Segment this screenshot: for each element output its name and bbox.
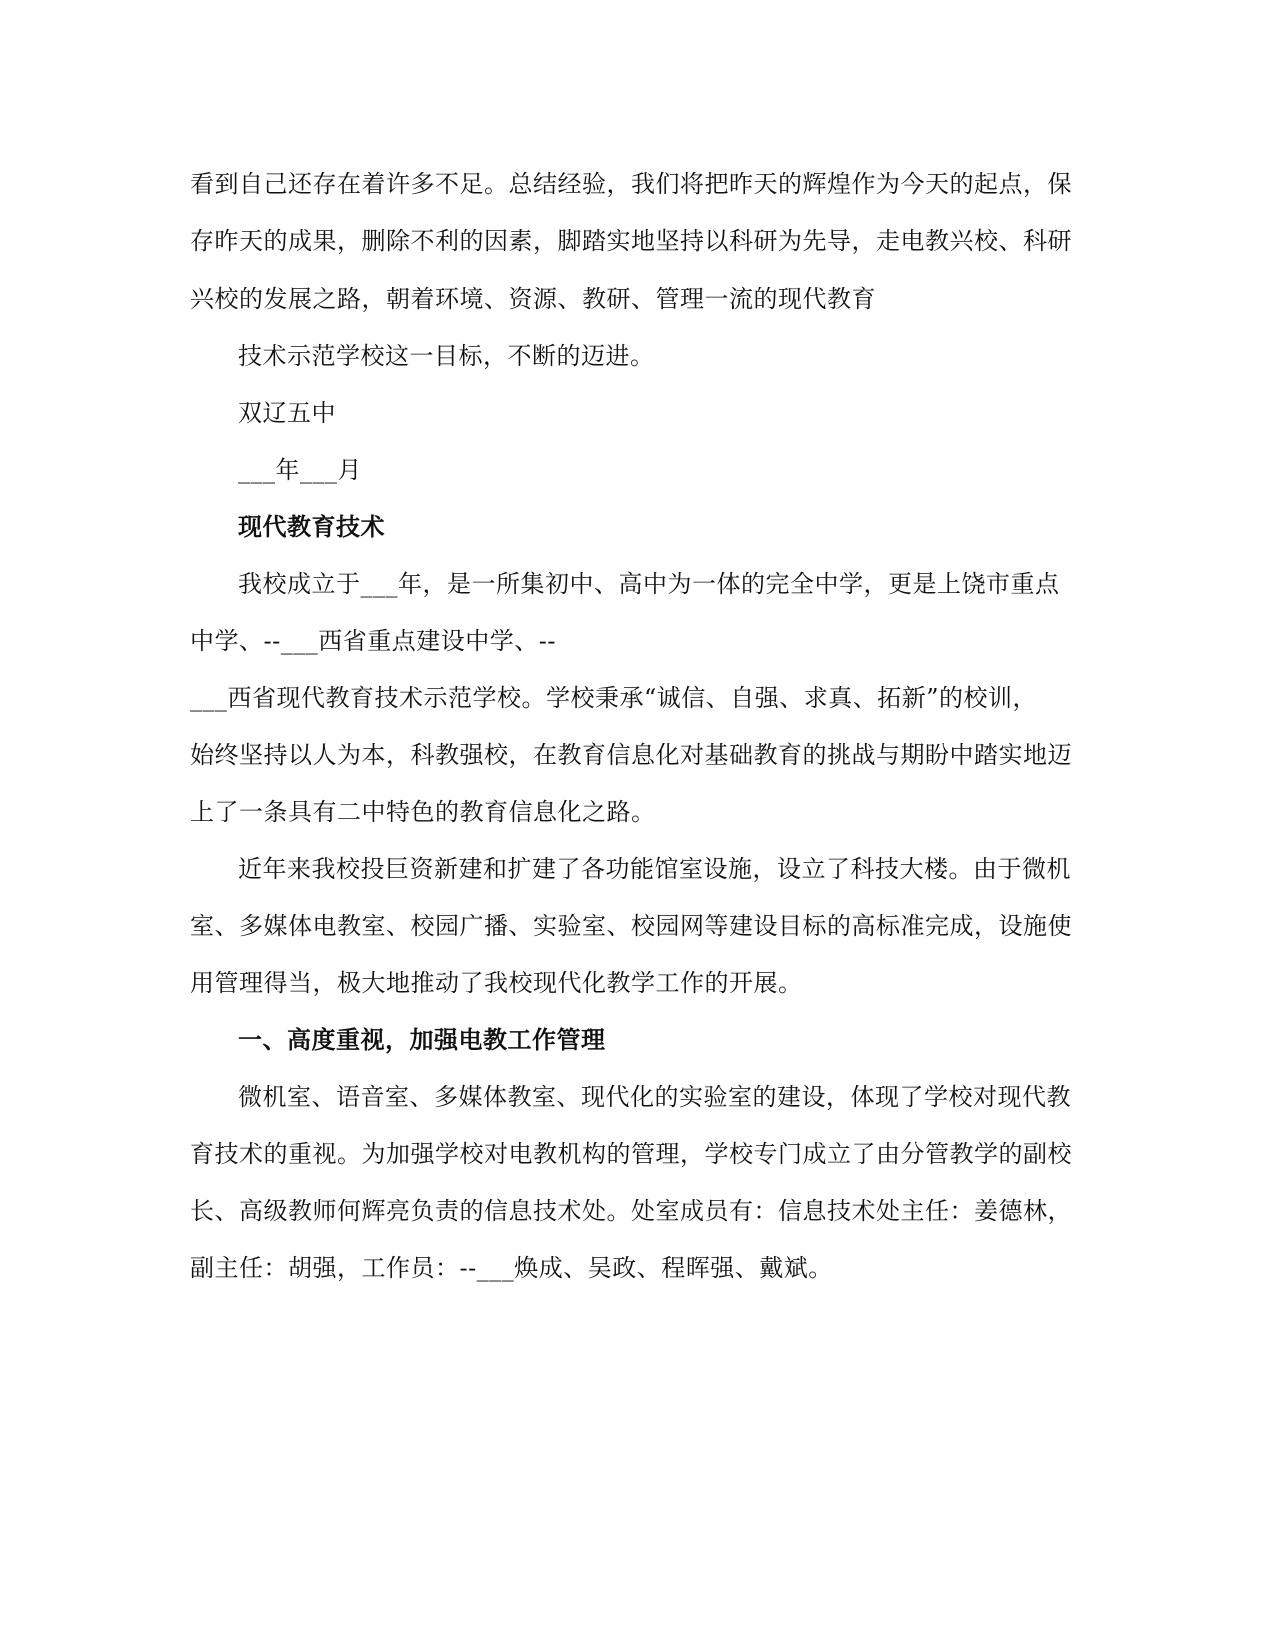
paragraph-line: 微机室、语音室、多媒体教室、现代化的实验室的建设，体现了学校对现代教 xyxy=(238,1083,1071,1111)
paragraph-line: 副主任：胡强，工作员：--___焕成、吴政、程晖强、戴斌。 xyxy=(190,1254,833,1282)
signature-date: ___年___月 xyxy=(238,456,362,484)
paragraph-line: 看到自己还存在着许多不足。总结经验，我们将把昨天的辉煌作为今天的起点，保 xyxy=(190,170,1072,198)
paragraph-line: 上了一条具有二中特色的教育信息化之路。 xyxy=(190,798,656,826)
paragraph-line: 育技术的重视。为加强学校对电教机构的管理，学校专门成立了由分管教学的副校 xyxy=(190,1140,1072,1168)
paragraph-line: ___西省现代教育技术示范学校。学校秉承“诚信、自强、求真、拓新”的校训， xyxy=(190,684,1038,712)
paragraph-line: 兴校的发展之路，朝着环境、资源、教研、管理一流的现代教育 xyxy=(190,285,876,313)
paragraph-line: 近年来我校投巨资新建和扩建了各功能馆室设施，设立了科技大楼。由于微机 xyxy=(238,855,1071,883)
paragraph-line: 始终坚持以人为本，科教强校，在教育信息化对基础教育的挑战与期盼中踏实地迈 xyxy=(190,741,1072,769)
section-heading: 一、高度重视，加强电教工作管理 xyxy=(238,1025,606,1054)
paragraph-line: 存昨天的成果，删除不利的因素，脚踏实地坚持以科研为先导，走电教兴校、科研 xyxy=(190,227,1072,255)
paragraph-line: 技术示范学校这一目标，不断的迈进。 xyxy=(238,342,655,370)
signature-school-name: 双辽五中 xyxy=(238,399,336,427)
paragraph-line: 我校成立于___年，是一所集初中、高中为一体的完全中学，更是上饶市重点 xyxy=(238,570,1060,598)
paragraph-line: 用管理得当，极大地推动了我校现代化教学工作的开展。 xyxy=(190,969,803,997)
paragraph-line: 长、高级教师何辉亮负责的信息技术处。处室成员有：信息技术处主任：姜德林， xyxy=(190,1197,1072,1225)
paragraph-line: 中学、--___西省重点建设中学、-- xyxy=(190,627,556,655)
section-heading: 现代教育技术 xyxy=(238,512,385,541)
paragraph-line: 室、多媒体电教室、校园广播、实验室、校园网等建设目标的高标准完成，设施使 xyxy=(190,912,1072,940)
